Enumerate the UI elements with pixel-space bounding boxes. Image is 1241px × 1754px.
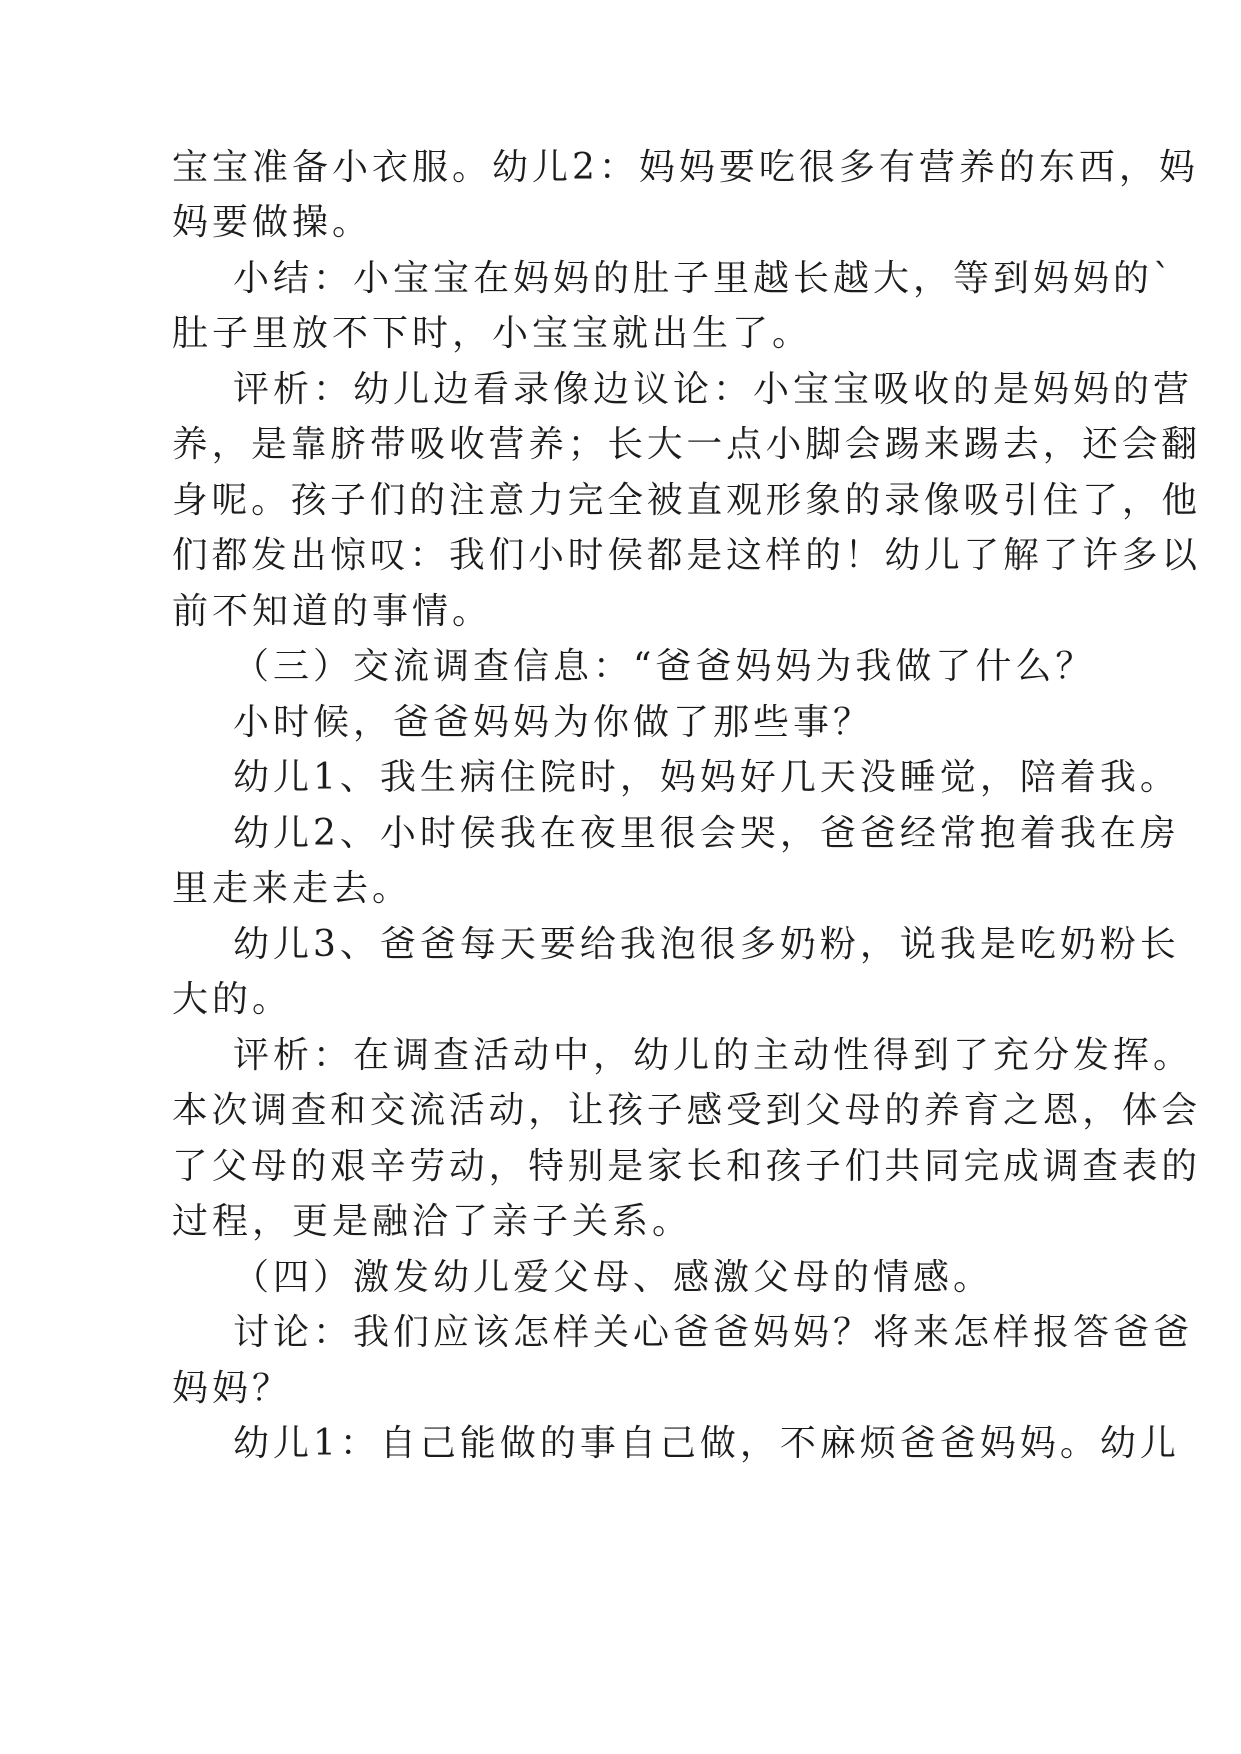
text-line: 妈妈？	[172, 1368, 293, 1409]
text-line: 妈要做操。	[172, 202, 373, 243]
text-line: 过程，更是融洽了亲子关系。	[172, 1201, 693, 1242]
text-line: 幼儿1：自己能做的事自己做，不麻烦爸爸妈妈。幼儿	[233, 1423, 1180, 1464]
section-heading: （四）激发幼儿爱父母、感激父母的情感。	[233, 1257, 994, 1298]
section-heading: （三）交流调查信息：“爸爸妈妈为我做了什么？	[233, 646, 1096, 687]
text-line: 养，是靠脐带吸收营养；长大一点小脚会踢来踢去，还会翻	[172, 424, 1202, 465]
text-line: 幼儿2、小时侯我在夜里很会哭，爸爸经常抱着我在房	[233, 813, 1180, 854]
text-line: 幼儿1、我生病住院时，妈妈好几天没睡觉，陪着我。	[233, 757, 1180, 798]
text-line: 身呢。孩子们的注意力完全被直观形象的录像吸引住了，他	[172, 480, 1202, 521]
text-line: 们都发出惊叹：我们小时侯都是这样的！幼儿了解了许多以	[172, 535, 1202, 576]
text-line: 评析：在调查活动中，幼儿的主动性得到了充分发挥。	[233, 1035, 1194, 1076]
text-line: 幼儿3、爸爸每天要给我泡很多奶粉，说我是吃奶粉长	[233, 924, 1180, 965]
text-line: 里走来走去。	[172, 868, 413, 909]
text-line: 小时候，爸爸妈妈为你做了那些事？	[233, 702, 874, 743]
text-line: 讨论：我们应该怎样关心爸爸妈妈？将来怎样报答爸爸	[233, 1312, 1194, 1353]
text-line: 肚子里放不下时，小宝宝就出生了。	[172, 313, 813, 354]
text-line: 宝宝准备小衣服。幼儿2：妈妈要吃很多有营养的东西，妈	[172, 147, 1199, 188]
text-line: 前不知道的事情。	[172, 591, 493, 632]
text-line: 大的。	[172, 979, 293, 1020]
text-line: 了父母的艰辛劳动，特别是家长和孩子们共同完成调查表的	[172, 1146, 1202, 1187]
text-line: 小结：小宝宝在妈妈的肚子里越长越大，等到妈妈的`	[233, 258, 1176, 299]
text-line: 评析：幼儿边看录像边议论：小宝宝吸收的是妈妈的营	[233, 369, 1194, 410]
text-line: 本次调查和交流活动，让孩子感受到父母的养育之恩，体会	[172, 1090, 1202, 1131]
